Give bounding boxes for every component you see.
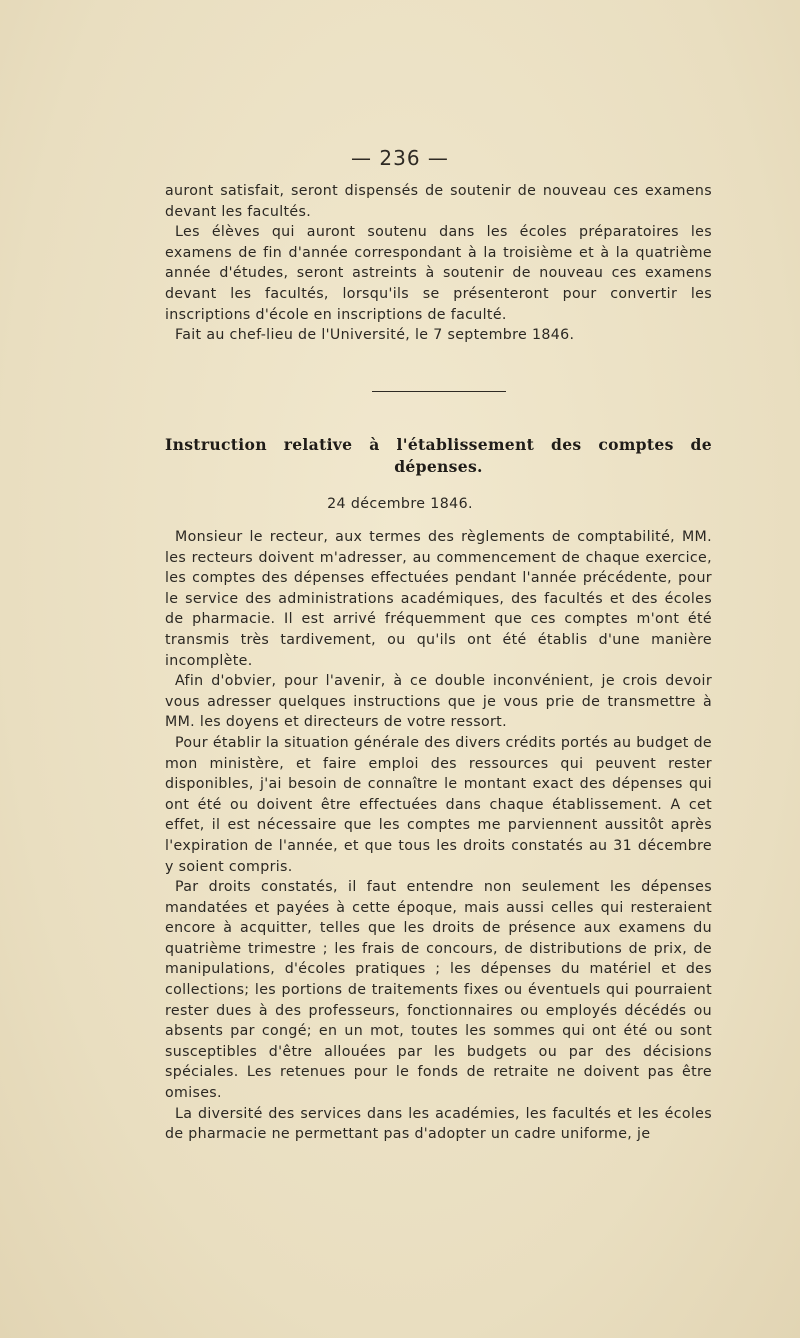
section-title [165, 434, 712, 478]
paragraph: Fait au chef-lieu de l'Université, le 7 septembre 1846. [175, 327, 575, 344]
paragraph: La diversité des services dans les académies, les facultés et les écoles de pharmacie ne permettant pas d'adopter un cadre uniforme, je [165, 1105, 712, 1143]
section-divider [372, 391, 506, 392]
paragraph: Afin d'obvier, pour l'avenir, à ce double inconvénient, je crois devoir vous adresser quelques instructions que je vous prie de transmettre à MM. les doyens et directeurs de votre ressort. [165, 673, 712, 731]
section-date: 24 décembre 1846. [327, 496, 473, 512]
paragraph: Monsieur le recteur, aux termes des règlements de comptabilité, MM. les recteurs doivent m'adresser, au commencement de chaque exercice, les comptes des dépenses effectuées pendant l'année précédente, pour le service des administrations académiques, des facultés et des écoles de pharmacie. Il est arrivé fréquemment que ces comptes m'ont été transmis très tardivement, ou qu'ils ont été établis d'une manière incomplète. [165, 529, 712, 669]
paragraph: Par droits constatés, il faut entendre non seulement les dépenses mandatées et payées à cette époque, mais aussi celles qui resteraient encore à acquitter, telles que les droits de présence aux examens du quatrième trimestre ; les frais de concours, de distributions de prix, de manipulations, d'écoles pratiques ; les dépenses du matériel et des collections; les portions de traitements fixes ou éventuels qui pourraient rester dues à des professeurs, fonctionnaires ou employés décédés ou absents par congé; en un mot, toutes les sommes qui ont été ou sont susceptibles d'être allouées par les budgets ou par des décisions spéciales. Les retenues pour le fonds de retraite ne doivent pas être omises. [165, 879, 712, 1102]
page-number: — 236 — [351, 146, 449, 170]
paragraph: auront satisfait, seront dispensés de soutenir de nouveau ces examens devant les facultés. [165, 183, 712, 220]
body-text [165, 527, 712, 1145]
section-title-line-2: dépenses. [394, 457, 483, 476]
section-title-line-1: Instruction relative à l'établissement des comptes de [165, 435, 712, 454]
intro-text [165, 181, 712, 346]
paragraph: Pour établir la situation générale des divers crédits portés au budget de mon ministère, et faire emploi des ressources qui peuvent rester disponibles, j'ai besoin de connaître le montant exact des dépenses qui ont été ou doivent être effectuées dans chaque établissement. A cet effet, il est nécessaire que les comptes me parviennent aussitôt après l'expiration de l'année, et que tous les droits constatés au 31 décembre y soient compris. [165, 734, 712, 875]
paragraph: Les élèves qui auront soutenu dans les écoles préparatoires les examens de fin d'année correspondant à la troisième et à la quatrième année d'études, seront astreints à soutenir de nouveau ces examens devant les facultés, lorsqu'ils se présenteront pour convertir les inscriptions d'école en inscriptions de faculté. [165, 224, 712, 323]
